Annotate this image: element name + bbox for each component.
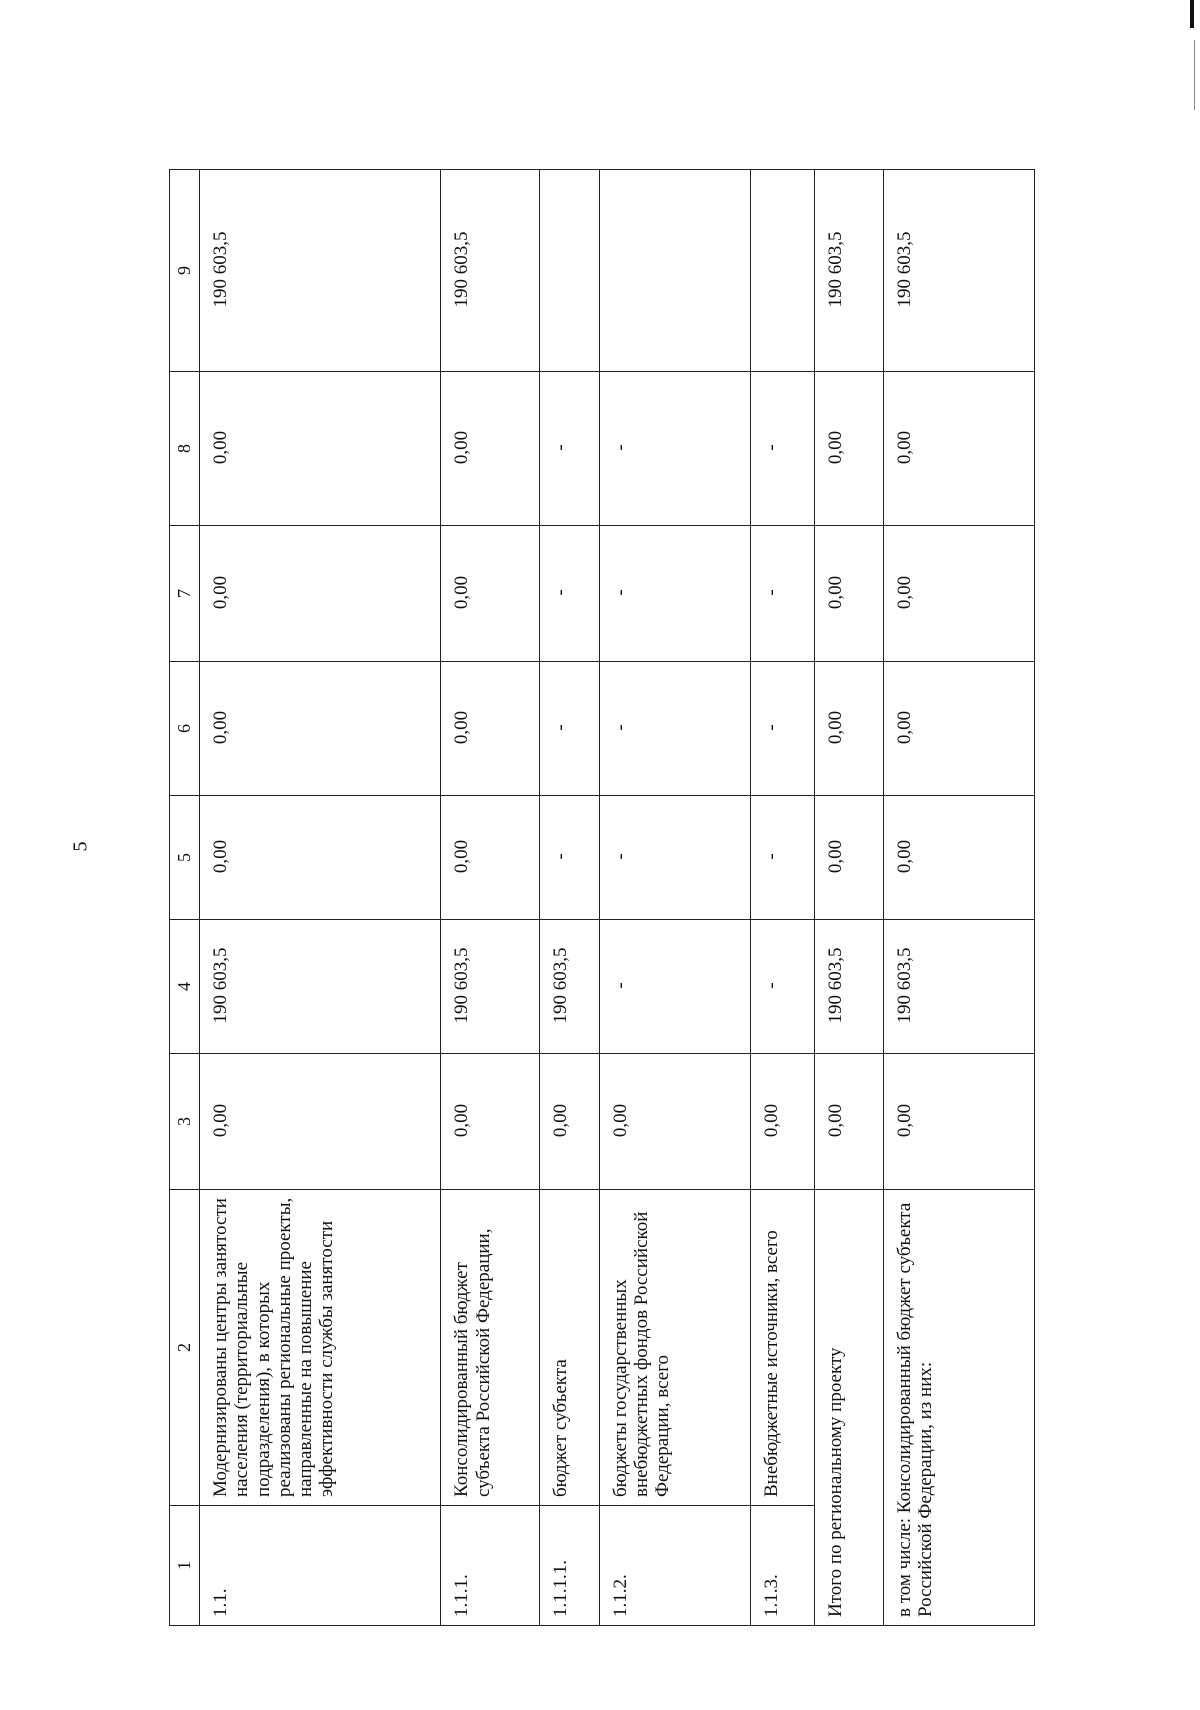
row-code: 1.1.1.1. — [539, 1506, 599, 1626]
table-row — [539, 170, 599, 1626]
table-row — [599, 170, 750, 1626]
row-name: бюджет субъекта — [539, 1190, 599, 1506]
budget-table — [169, 169, 1035, 1626]
value-cell: - — [539, 372, 599, 526]
row-name: Консолидированный бюджет субъекта Российской Федерации, — [441, 1190, 539, 1506]
value-cell: 0,00 — [751, 1054, 815, 1190]
value-cell: 0,00 — [441, 796, 539, 920]
value-cell: 0,00 — [883, 1054, 1034, 1190]
rotated-table-wrapper — [169, 170, 1035, 1626]
header-row — [170, 170, 200, 1626]
value-cell: 0,00 — [815, 526, 883, 662]
value-cell: - — [751, 920, 815, 1054]
scan-edge-line — [1194, 40, 1195, 110]
header-cell: 2 — [170, 1190, 200, 1506]
value-cell: 0,00 — [883, 796, 1034, 920]
value-cell: - — [751, 372, 815, 526]
row-code: 1.1. — [200, 1506, 441, 1626]
value-cell: - — [599, 372, 750, 526]
value-cell: 0,00 — [883, 372, 1034, 526]
value-cell: 0,00 — [200, 796, 441, 920]
header-cell: 6 — [170, 662, 200, 796]
value-cell: 0,00 — [200, 1054, 441, 1190]
value-cell: - — [751, 526, 815, 662]
value-cell: 0,00 — [815, 662, 883, 796]
value-cell: 0,00 — [883, 662, 1034, 796]
scan-edge-mark — [1190, 0, 1194, 28]
value-cell: 0,00 — [200, 372, 441, 526]
value-cell: 0,00 — [200, 526, 441, 662]
value-cell: 0,00 — [815, 796, 883, 920]
value-cell: - — [539, 526, 599, 662]
value-cell: - — [599, 526, 750, 662]
table-row — [441, 170, 539, 1626]
value-cell: 0,00 — [539, 1054, 599, 1190]
header-cell: 7 — [170, 526, 200, 662]
value-cell: 190 603,5 — [200, 920, 441, 1054]
header-cell: 5 — [170, 796, 200, 920]
row-name: Модернизированы центры занятости населения (территориальные подразделения), в которых реализованы региональные проекты, направленные на повышение эффективности службы занятости — [200, 1190, 441, 1506]
row-code: 1.1.1. — [441, 1506, 539, 1626]
value-cell: 190 603,5 — [883, 170, 1034, 372]
value-cell: 190 603,5 — [441, 170, 539, 372]
value-cell: 0,00 — [599, 1054, 750, 1190]
header-cell: 8 — [170, 372, 200, 526]
table-row — [200, 170, 441, 1626]
value-cell: 190 603,5 — [441, 920, 539, 1054]
value-cell: - — [599, 662, 750, 796]
value-cell: 190 603,5 — [200, 170, 441, 372]
value-cell: - — [599, 796, 750, 920]
value-cell: 190 603,5 — [815, 920, 883, 1054]
value-cell: 0,00 — [815, 1054, 883, 1190]
row-name: бюджеты государственных внебюджетных фондов Российской Федерации, всего — [599, 1190, 750, 1506]
page-number: 5 — [69, 841, 92, 852]
value-cell: 190 603,5 — [539, 920, 599, 1054]
header-cell: 4 — [170, 920, 200, 1054]
row-name: Внебюджетные источники, всего — [751, 1190, 815, 1506]
value-cell: 0,00 — [883, 526, 1034, 662]
value-cell: - — [751, 796, 815, 920]
value-cell: 0,00 — [815, 372, 883, 526]
value-cell: 0,00 — [441, 662, 539, 796]
header-cell: 1 — [170, 1506, 200, 1626]
row-code: 1.1.3. — [751, 1506, 815, 1626]
row-code: 1.1.2. — [599, 1506, 750, 1626]
header-cell: 9 — [170, 170, 200, 372]
including-label: в том числе: Консолидированный бюджет субъекта Российской Федерации, из них: — [883, 1190, 1034, 1626]
value-cell: - — [599, 920, 750, 1054]
value-cell — [751, 170, 815, 372]
value-cell: - — [539, 796, 599, 920]
value-cell — [599, 170, 750, 372]
value-cell: - — [751, 662, 815, 796]
table-row — [751, 170, 815, 1626]
value-cell: - — [539, 662, 599, 796]
value-cell: 0,00 — [441, 1054, 539, 1190]
including-row — [883, 170, 1034, 1626]
value-cell: 190 603,5 — [883, 920, 1034, 1054]
value-cell: 190 603,5 — [815, 170, 883, 372]
total-row — [815, 170, 883, 1626]
value-cell: 0,00 — [441, 526, 539, 662]
header-cell: 3 — [170, 1054, 200, 1190]
total-label: Итого по региональному проекту — [815, 1190, 883, 1626]
value-cell: 0,00 — [441, 372, 539, 526]
value-cell — [539, 170, 599, 372]
value-cell: 0,00 — [200, 662, 441, 796]
